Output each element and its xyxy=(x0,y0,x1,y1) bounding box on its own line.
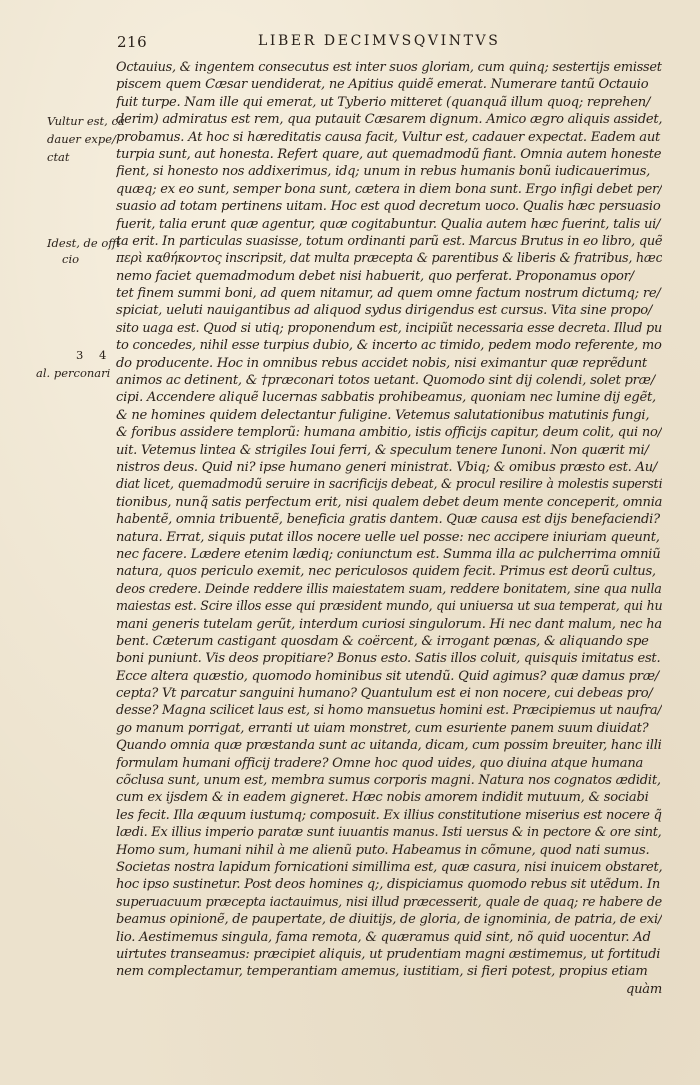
text-line: diat licet, quemadmodũ seruire in sacrificijs debeat, & procul resilire à molestis superstí xyxy=(116,477,662,493)
text-line: piscem quem Cæsar uendiderat, ne Apitius quidẽ emerat. Numerare tantũ Octauio xyxy=(116,77,649,93)
text-line: go manum porrigat, erranti ut uiam monstret, cum esuriente panem suum diuidat? xyxy=(116,720,649,736)
page-number: 216 xyxy=(117,33,148,51)
margin-note: Vultur est, ca xyxy=(47,114,125,128)
margin-note-numbers: 3 4 xyxy=(76,348,113,362)
text-line: superuacuum præcepta iactauimus, nisi illud præcesserit, quale de quaq; re habere de xyxy=(116,894,662,910)
text-line: animos ac detinent, & †præconari totos uetant. Quomodo sint dij colendi, solet præ/ xyxy=(116,373,655,389)
text-line: Societas nostra lapidum fornicationi simillima est, quæ casura, nisi inuicem obstaret, xyxy=(116,859,662,875)
text-line: to concedes, nihil esse turpius dubio, & incerto ac timido, pedem modo referente, mo xyxy=(116,338,662,354)
text-line: lædi. Ex illius imperio paratæ sunt iuuantis manus. Isti uersus & in pectore & ore sint, xyxy=(116,825,662,841)
text-line: nec facere. Lædere etenim lædiq; coniunctum est. Summa illa ac pulcherrima omniũ xyxy=(116,546,661,562)
text-line: habentẽ, omnia tribuentẽ, beneficia gratis dantem. Quæ causa est dijs benefaciendi? xyxy=(116,512,660,528)
text-line: sito uaga est. Quod si utiq; proponendum est, incipiũt necessaria esse decreta. Illud pu xyxy=(116,320,662,336)
text-line: Octauius, & ingentem consecutus est inter suos gloriam, cum quinq; sestertijs emisset xyxy=(116,60,662,75)
text-line: natura. Errat, siquis putat illos nocere uelle uel posse: nec accipere iniuriam queunt, xyxy=(116,529,660,545)
text-line: les fecit. Illa æquum iustumq; composuit. Ex illius constitutione miserius est nocere q̃ xyxy=(116,807,662,823)
text-line: nistros deus. Quid ni? ipse humano generi ministrat. Vbiq; & omibus præsto est. Au/ xyxy=(116,459,658,475)
text-line: fuerit, talia erunt quæ agentur, quæ cogitabuntur. Qualia autem hæc fuerint, talis ui/ xyxy=(116,216,661,232)
margin-note: al. perconari xyxy=(36,366,111,380)
margin-note: dauer expe/ xyxy=(47,132,116,146)
text-line: natura, quos periculo exemit, nec periculosos quidem fecit. Primus est deorũ cultus, xyxy=(116,564,656,580)
text-line: turpia sunt, aut honesta. Refert quare, aut quemadmodũ fiant. Omnia autem honeste xyxy=(116,146,662,162)
text-line: maiestas est. Scire illos esse qui præsident mundo, qui uniuersa ut sua temperat, qui hu xyxy=(116,599,662,615)
text-line: fient, si honesto nos addixerimus, idq; unum in rebus humanis bonũ iudicauerimus, xyxy=(116,164,651,180)
body-text xyxy=(116,59,662,998)
text-line: uirtutes transeamus: præcipiet aliquis, ut prudentiam magni æstimemus, ut fortitudi xyxy=(116,946,661,962)
text-line: quàm xyxy=(625,981,662,997)
text-line: spiciat, ueluti nauigantibus ad aliquod sydus dirigendus est cursus. Vita sine propo/ xyxy=(116,303,653,319)
text-line: deos credere. Deinde reddere illis maiestatem suam, reddere bonitatem, sine qua nulla xyxy=(116,581,662,597)
text-line: do producente. Hoc in omnibus rebus accidet nobis, nisi eximantur quæ reprẽdunt xyxy=(116,355,647,371)
text-line: tet finem summi boni, ad quem nitamur, ad quem omne factum nostrum dictumq; re/ xyxy=(116,286,661,302)
text-line: nem complectamur, temperantiam amemus, iustitiam, si fieri potest, propius etiam xyxy=(116,964,648,980)
text-line: boni puniunt. Vis deos propitiare? Bonus esto. Satis illos coluit, quisquis imitatus est. xyxy=(116,651,661,667)
text-line: probamus. At hoc si hæreditatis causa facit, Vultur est, cadauer expectat. Eadem aut xyxy=(116,129,661,145)
text-line: cepta? Vt parcatur sanguini humano? Quantulum est ei non nocere, cui debeas pro/ xyxy=(116,686,653,702)
text-line: hoc ipso sustinetur. Post deos homines q;, dispiciamus quomodo rebus sit utẽdum. In xyxy=(116,877,661,893)
text-line: suasio ad totam pertinens uitam. Hoc est quod decretum uoco. Qualis hæc persuasio xyxy=(116,199,661,215)
text-line: cum ex ijsdem & in eadem gigneret. Hæc nobis amorem indidit mutuum, & sociabi xyxy=(116,790,649,806)
text-line: περὶ καθήκοντος inscripsit, dat multa præcepta & parentibus & liberis & fratribus, hæc xyxy=(116,251,662,267)
text-line: tionibus, nunq̃ satis perfectum erit, nisi qualem debet deum mente conceperit, omnia xyxy=(116,494,662,510)
text-line: lio. Aestimemus singula, fama remota, & quæramus quid sint, nõ quid uocentur. Ad xyxy=(116,929,651,945)
text-line: nemo faciet quemadmodum debet nisi habuerit, quo perferat. Proponamus opor/ xyxy=(116,268,634,284)
text-line: quæq; ex eo sunt, semper bona sunt, cætera in diem bona sunt. Ergo infigi debet per/ xyxy=(116,181,662,197)
text-line: cipi. Accendere aliquẽ lucernas sabbatis prohibeamus, quoniam nec lumine dij egẽt, xyxy=(116,390,656,406)
text-line: fuit turpe. Nam ille qui emerat, ut Tyberio mitteret (quanquã illum quoq; reprehen/ xyxy=(116,94,651,110)
text-line: uit. Vetemus lintea & strigiles Ioui ferri, & speculum tenere Iunoni. Non quærit mi/ xyxy=(116,442,649,458)
text-line: & foribus assidere templorũ: humana ambitio, istis officijs capitur, deum colit, qui no/ xyxy=(116,425,662,441)
margin-note: ctat xyxy=(47,150,70,164)
text-line: Homo sum, humani nihil à me alienũ puto. Habeamus in cõmune, quod nati sumus. xyxy=(116,842,650,858)
text-line: bent. Cæterum castigant quosdam & coërcent, & irrogant pœnas, & aliquando spe xyxy=(116,633,649,649)
margin-note: Idest, de offi xyxy=(47,236,121,250)
text-line: desse? Magna scilicet laus est, si homo mansuetus homini est. Præcipiemus ut naufra/ xyxy=(116,703,662,719)
text-line: cõclusa sunt, unum est, membra sumus corporis magni. Natura nos cognatos ædidit, xyxy=(116,773,661,789)
margin-note: cio xyxy=(62,252,80,266)
text-line: derim) admiratus est rem, qua putauit Cæsarem dignum. Amico ægro aliquis assidet, xyxy=(116,112,662,128)
text-line: Ecce altera quæstio, quomodo hominibus sit utendũ. Quid agimus? quæ damus præ/ xyxy=(116,668,659,684)
text-line: ta erit. In particulas suasisse, totum ordinanti parũ est. Marcus Brutus in eo libro, quẽ xyxy=(116,233,662,249)
text-line: & ne homines quidem delectantur fuligine. Vetemus salutationibus matutinis fungi, xyxy=(116,407,650,423)
text-line: formulam humani officij tradere? Omne hoc quod uides, quo diuina atque humana xyxy=(116,755,644,771)
running-head: LIBER DECIMVSQVINTVS xyxy=(258,33,501,49)
text-line: beamus opinionẽ, de paupertate, de diuitijs, de gloria, de ignominia, de patria, de exi/ xyxy=(116,912,662,928)
text-line: Quando omnia quæ præstanda sunt ac uitanda, dicam, cum possim breuiter, hanc illi xyxy=(116,738,662,754)
text-line: mani generis tutelam gerũt, interdum curiosi singulorum. Hi nec dant malum, nec ha xyxy=(116,616,662,632)
